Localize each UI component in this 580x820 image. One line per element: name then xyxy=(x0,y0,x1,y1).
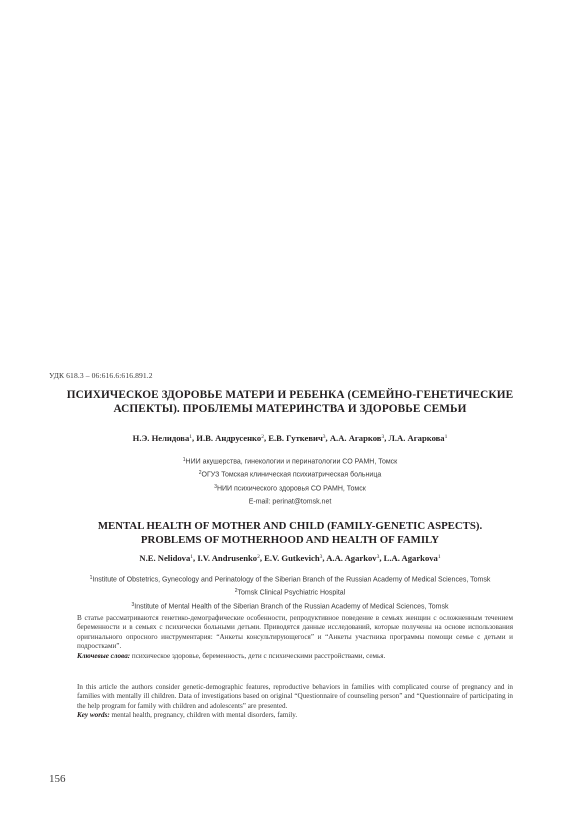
affiliation-text: ОГУЗ Томская клиническая психиатрическая больница xyxy=(201,471,382,479)
title-russian-line-1: ПСИХИЧЕСКОЕ ЗДОРОВЬЕ МАТЕРИ И РЕБЕНКА (СЕМЕЙНО-ГЕНЕТИЧЕСКИЕ xyxy=(66,389,514,401)
author-affiliation-mark: 2 xyxy=(261,434,264,440)
affiliation-text: НИИ акушерства, гинекологии и перинатологии СО РАМН, Томск xyxy=(185,458,398,466)
author-separator: , xyxy=(379,553,384,563)
author-affiliation-mark: 1 xyxy=(190,554,194,560)
affiliation-text: E-mail: perinat@tomsk.net xyxy=(248,498,332,506)
affiliation-line xyxy=(30,482,550,495)
abstract-russian-text: В статье рассматриваются генетико-демографические особенности, репродуктивное поведение в семьях женщин с осложненным течением беременности и в семьях с психически больными детьми. Приводятся данные исследований, которые получены на основе использования оригинального опросного инструментария: “Анкеты консультирующегося” и “Анкеты участника программы помощи семье с детьми и подростками”. xyxy=(77,614,513,651)
abstract-english xyxy=(77,683,513,721)
udk-code: УДК 618.3 – 06:616.6:616.891.2 xyxy=(49,371,153,380)
author-separator: , xyxy=(193,553,198,563)
keywords-russian-label: Ключевые слова: xyxy=(77,651,131,660)
title-russian-line-2: АСПЕКТЫ). ПРОБЛЕМЫ МАТЕРИНСТВА И ЗДОРОВЬЕ СЕМЬИ xyxy=(113,403,467,415)
author-name: Е.В. Гуткевич xyxy=(268,433,323,443)
page-number: 156 xyxy=(49,773,66,785)
author-separator: , xyxy=(263,433,269,443)
author-name: N.E. Nelidova xyxy=(139,553,191,563)
author-affiliation-mark: 3 xyxy=(381,434,385,440)
affiliation-line xyxy=(30,495,550,508)
keywords-english: mental health, pregnancy, children with mental disorders, family. xyxy=(109,711,298,720)
author-name: E.V. Gutkevich xyxy=(264,553,320,563)
author-name: Л.А. Агаркова xyxy=(388,433,445,443)
author-affiliation-mark: 3 xyxy=(322,434,326,440)
affiliation-mark: 2 xyxy=(198,470,202,477)
author-separator: , xyxy=(322,553,327,563)
affiliation-line xyxy=(30,468,550,481)
authors-english xyxy=(20,553,560,563)
author-affiliation-mark: 3 xyxy=(319,554,323,560)
title-english-line-2: PROBLEMS OF MOTHERHOOD AND HEALTH OF FAMILY xyxy=(140,534,440,546)
author-affiliation-mark: 1 xyxy=(437,554,441,560)
author-separator: , xyxy=(192,433,197,443)
affiliation-text: НИИ психического здоровья СО РАМН, Томск xyxy=(216,485,366,493)
affiliation-line xyxy=(30,455,550,468)
affiliation-line xyxy=(30,600,550,613)
affiliations-english xyxy=(30,573,550,613)
author-name: I.V. Andrusenko xyxy=(197,553,258,563)
author-affiliation-mark: 2 xyxy=(257,554,260,560)
affiliation-mark: 1 xyxy=(89,575,93,581)
affiliation-text: Institute of Obstetrics, Gynecology and Perinatology of the Siberian Branch of the Russian Academy of Medical Sciences, Tomsk xyxy=(92,576,491,584)
title-english-line-1: MENTAL HEALTH OF MOTHER AND CHILD (FAMILY-GENETIC ASPECTS). xyxy=(97,520,483,532)
author-separator: , xyxy=(325,433,330,443)
keywords-russian: психическое здоровье, беременность, дети с психическими расстройствами, семья. xyxy=(130,651,386,660)
author-name: А.А. Агарков xyxy=(329,433,382,443)
title-russian xyxy=(40,388,540,416)
author-separator: , xyxy=(259,553,265,563)
affiliation-text: Tomsk Clinical Psychiatric Hospital xyxy=(237,589,346,597)
abstract-russian xyxy=(77,614,513,661)
abstract-english-text: In this article the authors consider genetic-demographic features, reproductive behaviors in families with complicated course of pregnancy and in families with mentally ill children. Data of investigations based on original “Questionnaire of counseling person” and “Questionnaire of participating in the help program for family with children and adolescents” are presented. xyxy=(77,683,513,710)
affiliation-mark: 1 xyxy=(182,457,186,463)
author-name: Н.Э. Нелидова xyxy=(132,433,190,443)
affiliation-line xyxy=(30,573,550,586)
affiliation-line xyxy=(30,586,550,599)
author-affiliation-mark: 3 xyxy=(376,554,380,560)
author-name: И.В. Андрусенко xyxy=(196,433,262,443)
affiliation-mark: 3 xyxy=(131,601,135,608)
affiliation-text: Institute of Mental Health of the Siberian Branch of the Russian Academy of Medical Sciences, Tomsk xyxy=(134,603,449,611)
authors-russian xyxy=(20,433,560,443)
title-english xyxy=(40,519,540,547)
affiliations-russian xyxy=(30,455,550,508)
affiliation-mark: 3 xyxy=(214,483,217,490)
affiliation-mark: 2 xyxy=(234,588,238,595)
author-name: A.A. Agarkov xyxy=(326,553,377,563)
author-name: L.A. Agarkova xyxy=(383,553,438,563)
author-affiliation-mark: 1 xyxy=(189,434,192,440)
author-separator: , xyxy=(384,433,389,443)
author-affiliation-mark: 1 xyxy=(444,434,448,440)
keywords-english-label: Key words: xyxy=(77,711,110,720)
